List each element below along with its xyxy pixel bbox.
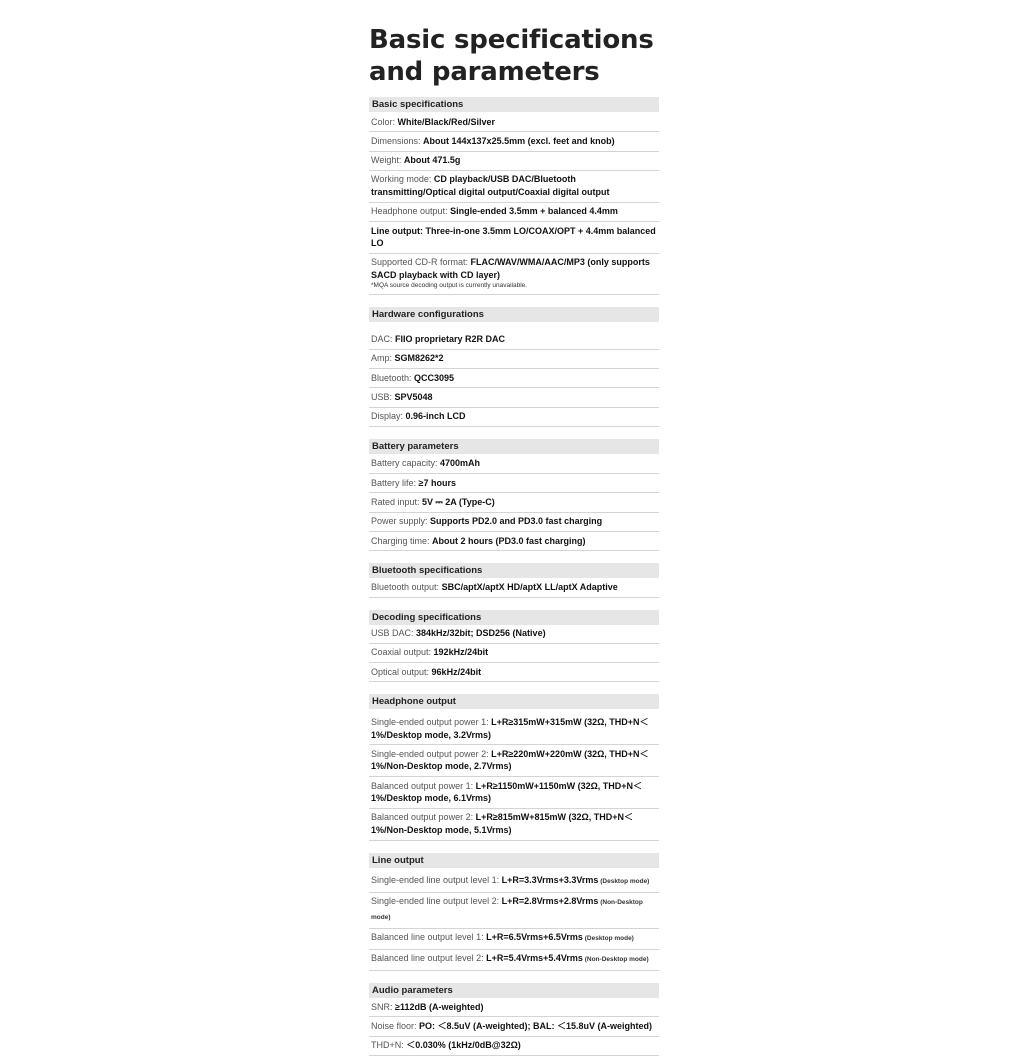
spec-mode-note: (Non-Desktop mode) bbox=[582, 956, 649, 964]
spec-section bbox=[369, 563, 659, 597]
spec-row bbox=[369, 745, 659, 777]
spec-label: Bluetooth: bbox=[371, 372, 415, 383]
spec-section bbox=[369, 610, 659, 683]
spec-value: 0.96-inch LCD bbox=[405, 411, 466, 422]
spec-label: Coaxial output: bbox=[371, 647, 434, 658]
spec-value: SGM8262*2 bbox=[394, 353, 444, 364]
page-title bbox=[369, 24, 659, 88]
spec-row bbox=[369, 644, 659, 663]
spec-row bbox=[369, 950, 659, 971]
spec-section bbox=[369, 307, 659, 426]
spec-row bbox=[369, 203, 659, 222]
spec-section bbox=[369, 694, 659, 840]
spec-row bbox=[369, 132, 659, 151]
section-heading: Hardware configurations bbox=[369, 307, 659, 322]
spec-label: Single-ended output power 2: bbox=[371, 748, 492, 759]
spec-label: SNR: bbox=[371, 1001, 396, 1012]
spec-label: USB: bbox=[371, 391, 395, 402]
page-title-line-1: Basic specifications bbox=[369, 25, 654, 55]
spec-label: Headphone output: bbox=[371, 206, 451, 217]
spec-label: Battery life: bbox=[371, 477, 419, 488]
spec-label: THD+N: bbox=[371, 1040, 407, 1051]
spec-label: Charging time: bbox=[371, 535, 433, 546]
spec-mode-note: (Desktop mode) bbox=[582, 935, 634, 943]
spec-row bbox=[369, 713, 659, 745]
spec-page bbox=[369, 0, 659, 1056]
spec-row bbox=[369, 222, 659, 254]
spec-row bbox=[369, 513, 659, 532]
spec-label: Single-ended line output level 2: bbox=[371, 896, 502, 907]
spec-value: CD playback/USB DAC/Bluetooth transmitting/Optical digital output/Coaxial digital output bbox=[371, 174, 610, 197]
spec-value: 384kHz/32bit; DSD256 (Native) bbox=[416, 628, 546, 639]
spec-value: ≥112dB (A-weighted) bbox=[395, 1001, 484, 1012]
section-heading: Headphone output bbox=[369, 694, 659, 709]
spec-label: Battery capacity: bbox=[371, 458, 441, 469]
spec-row bbox=[369, 663, 659, 682]
spec-value: 4700mAh bbox=[440, 458, 481, 469]
spec-row bbox=[369, 893, 659, 929]
spec-label: Color: bbox=[371, 116, 398, 127]
spec-label: Dimensions: bbox=[371, 135, 424, 146]
spec-value: About 471.5g bbox=[403, 155, 461, 166]
spec-label: Rated input: bbox=[371, 497, 423, 508]
spec-row bbox=[369, 998, 659, 1017]
spec-row bbox=[369, 872, 659, 893]
spec-label: DAC: bbox=[371, 334, 396, 345]
spec-value: L+R=3.3Vrms+3.3Vrms bbox=[501, 875, 599, 886]
spec-row bbox=[369, 152, 659, 171]
spec-row bbox=[369, 578, 659, 597]
spec-value: L+R≥1150mW+1150mW (32Ω, THD+N＜1%/Desktop mode, 6.1Vrms) bbox=[371, 780, 643, 804]
spec-label: Working mode: bbox=[371, 174, 434, 185]
page-title-line-2: and parameters bbox=[369, 57, 600, 87]
spec-row bbox=[369, 474, 659, 493]
section-heading: Audio parameters bbox=[369, 983, 659, 998]
section-heading: Line output bbox=[369, 853, 659, 868]
spec-mode-note: (Desktop mode) bbox=[598, 878, 650, 886]
spec-value: L+R≥315mW+315mW (32Ω, THD+N＜1%/Desktop mode, 3.2Vrms) bbox=[371, 717, 649, 740]
spec-section bbox=[369, 97, 659, 295]
spec-value: SBC/aptX/aptX HD/aptX LL/aptX Adaptive bbox=[441, 581, 618, 592]
section-heading: Bluetooth specifications bbox=[369, 563, 659, 578]
spec-value: 96kHz/24bit bbox=[431, 666, 482, 677]
spec-label: USB DAC: bbox=[371, 628, 417, 639]
spec-row bbox=[369, 350, 659, 369]
spec-label: Single-ended output power 1: bbox=[371, 717, 492, 727]
spec-row bbox=[369, 809, 659, 841]
section-heading: Decoding specifications bbox=[369, 610, 659, 625]
spec-value: PO: ＜8.5uV (A-weighted); BAL: ＜15.8uV (A-weighted) bbox=[419, 1021, 653, 1032]
spec-label: Amp: bbox=[371, 353, 395, 364]
spec-row bbox=[369, 493, 659, 512]
spec-label: Bluetooth output: bbox=[371, 581, 442, 592]
spec-row bbox=[369, 929, 659, 950]
spec-value: 5V ⎓ 2A (Type-C) bbox=[422, 497, 495, 508]
spec-label: Weight: bbox=[371, 155, 404, 166]
spec-value: Line output: Three-in-one 3.5mm LO/COAX/OPT + 4.4mm balanced LO bbox=[371, 225, 656, 248]
spec-row bbox=[369, 171, 659, 203]
spec-footnote: *MQA source decoding output is currently unavailable. bbox=[371, 282, 528, 290]
spec-label: Balanced line output level 1: bbox=[371, 932, 487, 943]
spec-value: L+R≥220mW+220mW (32Ω, THD+N＜1%/Non-Desktop mode, 2.7Vrms) bbox=[371, 748, 649, 772]
spec-value: SPV5048 bbox=[394, 391, 433, 402]
spec-row bbox=[369, 455, 659, 474]
spec-row bbox=[369, 388, 659, 407]
spec-label: Balanced line output level 2: bbox=[371, 953, 487, 964]
spec-value: ＜0.030% (1kHz/0dB@32Ω) bbox=[406, 1040, 521, 1051]
spec-label: Balanced output power 2: bbox=[371, 812, 476, 823]
spec-sections bbox=[369, 97, 659, 1056]
spec-row bbox=[369, 1037, 659, 1056]
spec-label: Optical output: bbox=[371, 666, 432, 677]
spec-label: Noise floor: bbox=[371, 1021, 420, 1032]
spec-value: FLAC/WAV/WMA/AAC/MP3 (only supports SACD playback with CD layer) bbox=[371, 257, 650, 280]
spec-value: White/Black/Red/Silver bbox=[397, 116, 496, 127]
spec-label: Supported CD-R format: bbox=[371, 257, 471, 268]
spec-value: FIIO proprietary R2R DAC bbox=[395, 334, 506, 345]
spec-label: Display: bbox=[371, 411, 406, 422]
spec-row bbox=[369, 254, 659, 296]
spec-value: About 144x137x25.5mm (excl. feet and knob) bbox=[423, 135, 615, 146]
spec-row bbox=[369, 369, 659, 388]
spec-label: Balanced output power 1: bbox=[371, 780, 476, 791]
spec-row bbox=[369, 113, 659, 132]
spec-value: Supports PD2.0 and PD3.0 fast charging bbox=[430, 516, 603, 527]
spec-row bbox=[369, 408, 659, 427]
spec-value: L+R=5.4Vrms+5.4Vrms bbox=[486, 953, 583, 964]
spec-value: QCC3095 bbox=[414, 372, 455, 383]
section-heading: Battery parameters bbox=[369, 439, 659, 454]
spec-label: Power supply: bbox=[371, 516, 431, 527]
spec-row bbox=[369, 1017, 659, 1036]
spec-row bbox=[369, 532, 659, 551]
spec-value: Single-ended 3.5mm + balanced 4.4mm bbox=[450, 206, 618, 217]
spec-value: L+R=2.8Vrms+2.8Vrms bbox=[501, 896, 599, 907]
spec-section bbox=[369, 439, 659, 551]
spec-mode-note: (Non-Desktop mode) bbox=[371, 899, 643, 921]
spec-value: 192kHz/24bit bbox=[433, 647, 489, 658]
spec-row bbox=[369, 625, 659, 644]
spec-label: Single-ended line output level 1: bbox=[371, 875, 502, 886]
section-heading: Basic specifications bbox=[369, 97, 659, 112]
spec-value: ≥7 hours bbox=[418, 477, 456, 488]
spec-value: About 2 hours (PD3.0 fast charging) bbox=[432, 535, 586, 546]
spec-row bbox=[369, 330, 659, 349]
spec-row bbox=[369, 777, 659, 809]
spec-value: L+R=6.5Vrms+6.5Vrms bbox=[486, 932, 583, 943]
spec-value: L+R≥815mW+815mW (32Ω, THD+N＜1%/Non-Desktop mode, 5.1Vrms) bbox=[371, 812, 634, 835]
spec-section bbox=[369, 983, 659, 1056]
spec-section bbox=[369, 853, 659, 972]
